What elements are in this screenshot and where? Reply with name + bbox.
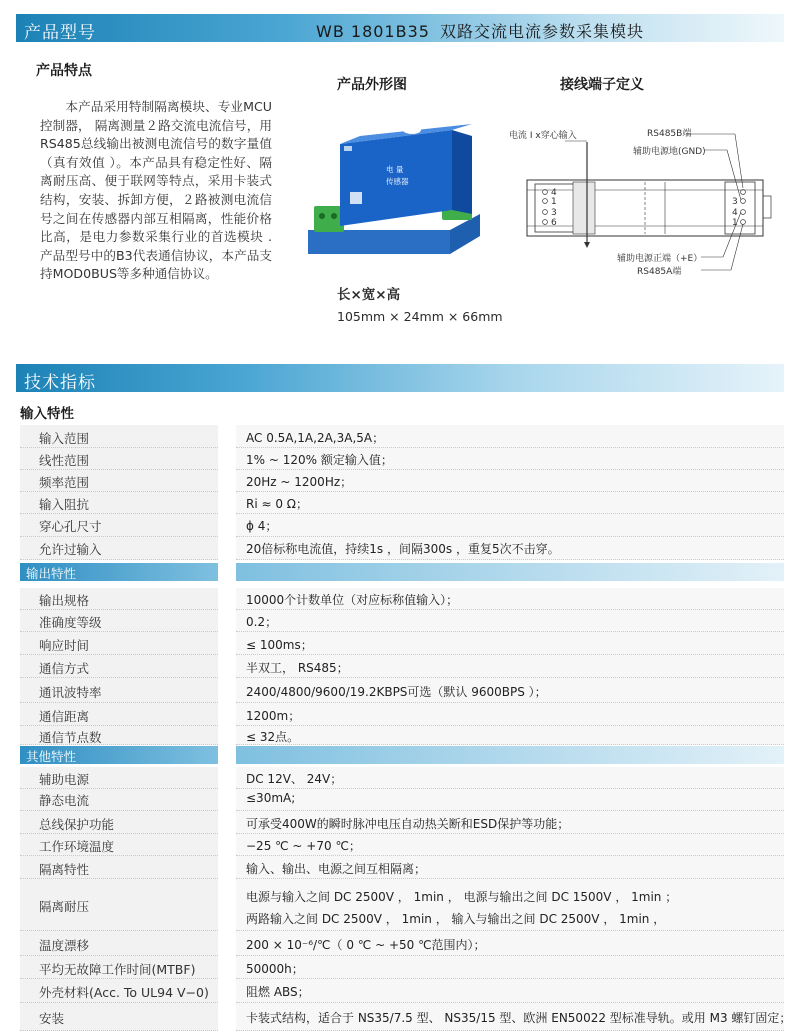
spec-label: 平均无故障工作时间(MTBF)	[39, 962, 196, 977]
spec-row	[20, 956, 784, 979]
terminal-left	[314, 206, 344, 232]
appearance-heading: 产品外形图	[337, 77, 407, 93]
spec-row	[20, 588, 784, 610]
pin-right-3: 1	[732, 218, 738, 228]
label-gnd: 辅助电源地(GND)	[633, 147, 706, 157]
spec-value: AC 0.5A,1A,2A,3A,5A；	[246, 431, 385, 445]
spec-value: 20倍标称电流值，持续1s ，间隔300s ，重复5次不击穿。	[246, 542, 560, 556]
pin-right-1: 3	[732, 197, 738, 207]
device-label-line2: 传感器	[386, 177, 409, 186]
group-heading-other: 其他特性	[26, 749, 77, 764]
spec-value: 半双工， RS485；	[246, 661, 349, 675]
spec-label: 输出规格	[39, 593, 90, 608]
spec-row	[20, 856, 784, 879]
group-bar-other	[20, 746, 784, 764]
features-heading: 产品特点	[36, 63, 92, 79]
spec-row	[20, 979, 784, 1003]
spec-row	[20, 425, 784, 448]
spec-label: 允许过输入	[39, 542, 102, 557]
spec-row	[20, 767, 784, 789]
spec-value: ≤30mA;	[246, 791, 296, 805]
device-body-side	[452, 130, 472, 214]
spec-label: 通信节点数	[39, 730, 102, 745]
label-vplus: 辅助电源正端（+E）	[617, 254, 703, 264]
model-code: WB 1801B35	[316, 22, 430, 41]
spec-label: 安装	[39, 1011, 65, 1026]
spec-row	[20, 632, 784, 655]
spec-label: 频率范围	[39, 475, 90, 490]
spec-row	[20, 789, 784, 811]
spec-label: 辅助电源	[39, 772, 90, 787]
spec-row	[20, 834, 784, 856]
badge-icon	[344, 146, 352, 151]
spec-value: −25 ℃ ~ +70 ℃；	[246, 839, 361, 853]
spec-value: 200 × 10⁻⁶/℃（ 0 ℃ ~ +50 ℃范围内）；	[246, 938, 486, 952]
spec-label: 线性范围	[39, 453, 90, 468]
features-description: 本产品采用特制隔离模块、专业MCU控制器， 隔离测量２路交流电流信号，用RS485总线输出被测电流信号的数字量值（真有效值 ）。本产品具有稳定性好、隔离耐压高、便于联网等特点，采用卡装式结构，安装、拆卸方便，２路被测电流信号之间在传感器内部互相隔离，性能价格比高，是电力参数采集行业的首选模块 . 产品型号中的B3代表通信协议，本产品支持MOD0BUS等多种通信协议。	[40, 99, 272, 282]
spec-row	[20, 492, 784, 514]
spec-row	[20, 879, 784, 931]
spec-row	[20, 1003, 792, 1031]
pin-left-4: 6	[551, 218, 557, 228]
spec-label: 穿心孔尺寸	[39, 519, 102, 534]
spec-value: DC 12V、 24V；	[246, 772, 343, 786]
label-current-input: 电流 I x穿心输入	[509, 131, 577, 141]
spec-row	[20, 678, 784, 703]
pin-right-2: 4	[732, 208, 738, 218]
spec-value: 阻燃 ABS；	[246, 985, 310, 999]
spec-value: 可承受400W的瞬时脉冲电压自动热关断和ESD保护等功能；	[246, 817, 570, 831]
spec-row	[20, 703, 784, 726]
dims-value: 105mm × 24mm × 66mm	[337, 309, 503, 324]
spec-label: 温度漂移	[39, 938, 90, 953]
tech-banner	[16, 364, 784, 392]
pin-left-1: 4	[551, 188, 557, 198]
spec-label: 通信距离	[39, 709, 90, 724]
spec-value: 0.2；	[246, 615, 278, 629]
spec-row	[20, 811, 784, 834]
spec-label: 准确度等级	[39, 615, 102, 630]
spec-row	[20, 514, 784, 537]
spec-row	[20, 931, 784, 956]
through-hole-channel	[573, 182, 595, 234]
spec-value-line2: 两路输入之间 DC 2500V ， 1min ， 输入与输出之间 DC 2500V ， 1min ，	[246, 912, 666, 926]
spec-label: 工作环境温度	[39, 839, 115, 854]
device-illustration	[300, 122, 496, 262]
spec-label: 静态电流	[39, 793, 90, 808]
pin-left-3: 3	[551, 208, 557, 218]
spec-value: 1200m；	[246, 709, 301, 723]
spec-label: 通信方式	[39, 661, 90, 676]
wiring-diagram	[505, 120, 780, 280]
label-rs485b: RS485B端	[647, 129, 692, 139]
group-heading-input: 输入特性	[20, 406, 74, 422]
spec-row	[20, 537, 784, 560]
group-bar-output	[20, 563, 784, 581]
product-model-heading: 产品型号	[24, 23, 96, 43]
spec-value: 10000个计数单位（对应标称值输入）；	[246, 593, 459, 607]
logo-icon	[350, 192, 362, 204]
din-clip	[763, 196, 771, 218]
spec-value: ≤ 32点。	[246, 730, 300, 744]
spec-label: 输入阻抗	[39, 497, 90, 512]
tech-heading: 技术指标	[24, 373, 96, 393]
spec-value: ≤ 100ms；	[246, 638, 313, 652]
spec-value: 卡装式结构，适合于 NS35/7.5 型、 NS35/15 型、欧洲 EN50022 型标准导轨。或用 M3 螺钉固定；	[246, 1011, 792, 1025]
spec-label: 外壳材料(Acc. To UL94 V−0)	[39, 985, 209, 1000]
wiring-heading: 接线端子定义	[560, 77, 644, 93]
spec-value: 1% ~ 120% 额定输入值；	[246, 453, 393, 467]
spec-value: ϕ 4；	[246, 519, 278, 533]
spec-label: 输入范围	[39, 431, 90, 446]
spec-label: 通讯波特率	[39, 685, 102, 700]
spec-value: 电源与输入之间 DC 2500V ， 1min ， 电源与输出之间 DC 1500V ， 1min ；	[246, 890, 678, 904]
spec-row	[20, 448, 784, 470]
spec-value: 20Hz ~ 1200Hz；	[246, 475, 353, 489]
model-name: 双路交流电流参数采集模块	[439, 22, 644, 41]
device-base-front	[308, 230, 450, 254]
spec-row	[20, 470, 784, 492]
spec-label: 总线保护功能	[39, 817, 115, 832]
spec-label: 隔离特性	[39, 862, 90, 877]
pin-left-2: 1	[551, 197, 557, 207]
model-title	[316, 19, 644, 42]
spec-label: 隔离耐压	[39, 899, 90, 914]
spec-row	[20, 655, 784, 678]
group-heading-output: 输出特性	[26, 566, 77, 581]
spec-label: 响应时间	[39, 638, 90, 653]
label-rs485a: RS485A端	[637, 267, 682, 277]
spec-row	[20, 726, 784, 745]
spec-row	[20, 610, 784, 632]
dims-label: 长×宽×高	[337, 287, 401, 303]
current-hole	[403, 126, 421, 134]
spec-value: 输入、输出、电源之间互相隔离；	[246, 862, 427, 876]
product-model-banner	[16, 14, 784, 42]
device-label-line1: 电 量	[386, 165, 404, 174]
spec-value: 2400/4800/9600/19.2KBPS可选（默认 9600BPS ）；	[246, 685, 547, 699]
spec-value: 50000h；	[246, 962, 304, 976]
spec-value: Ri ≈ 0 Ω；	[246, 497, 308, 511]
